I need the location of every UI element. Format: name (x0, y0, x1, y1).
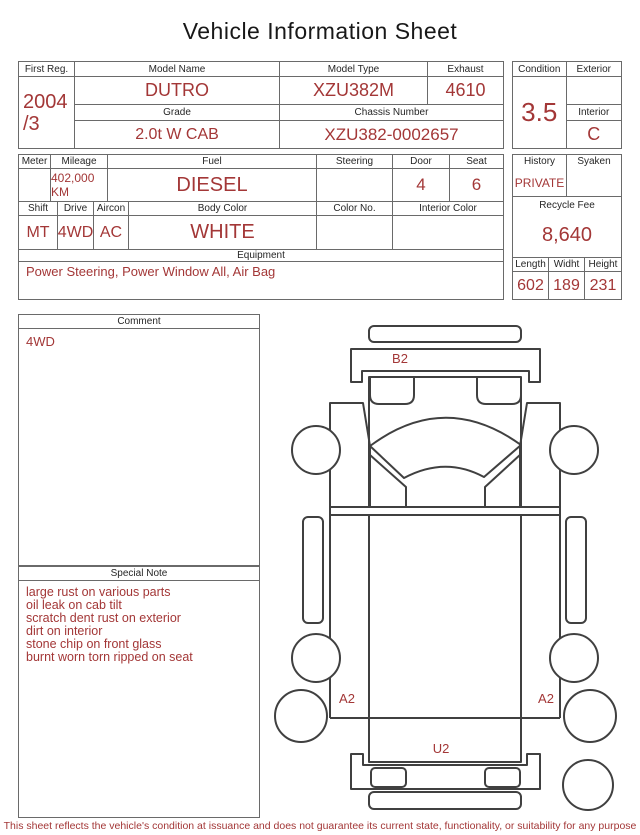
vehicle-diagram (260, 310, 640, 818)
shift-value: MT (19, 216, 58, 250)
color-no-label: Color No. (317, 202, 393, 216)
drive-label: Drive (58, 202, 94, 216)
comment-text: 4WD (26, 334, 55, 349)
chassis-number-label: Chassis Number (280, 105, 503, 121)
special-note-line: stone chip on front glass (26, 637, 162, 651)
special-note-line: oil leak on cab tilt (26, 598, 122, 612)
fuel-label: Fuel (108, 155, 317, 169)
equipment-value: Power Steering, Power Window All, Air Bag (26, 264, 276, 279)
exterior-value (567, 77, 621, 105)
special-note-label: Special Note (19, 567, 259, 581)
interior-color-label: Interior Color (393, 202, 503, 216)
diagram-label-b2: B2 (392, 351, 408, 366)
cab-shape (369, 377, 521, 507)
condition-value: 3.5 (521, 97, 558, 127)
cargo-bed-shape (369, 515, 521, 762)
width-value: 189 (549, 272, 585, 299)
body-color-value: WHITE (129, 216, 317, 250)
grade-label: Grade (75, 105, 280, 121)
color-no-value (317, 216, 393, 250)
seat-label: Seat (450, 155, 503, 169)
door-label: Door (393, 155, 450, 169)
spare-tire (563, 760, 613, 810)
first-reg-label: First Reg. (19, 62, 74, 77)
first-reg-month: /3 (23, 112, 40, 135)
fuel-value: DIESEL (108, 169, 317, 202)
height-value: 231 (589, 276, 617, 294)
rear-right-inner-wheel (550, 634, 598, 682)
main-table-middle (18, 154, 504, 300)
shift-label: Shift (19, 202, 58, 216)
condition-label: Condition (513, 62, 566, 77)
exhaust-value: 4610 (428, 77, 503, 105)
special-note-line: scratch dent rust on exterior (26, 611, 181, 625)
length-label: Length (513, 258, 549, 273)
mileage-label: Mileage (51, 155, 108, 169)
comment-label: Comment (19, 315, 259, 329)
windshield-shape (370, 418, 521, 478)
rear-left-outer-wheel (275, 690, 327, 742)
bed-side-walls (330, 515, 560, 718)
recycle-fee-cell (513, 197, 621, 257)
rear-left-inner-wheel (292, 634, 340, 682)
interior-value: C (587, 124, 601, 144)
cab-back-panel-shape (330, 507, 560, 515)
condition-block (512, 61, 622, 149)
diagram-label-u2: U2 (432, 741, 450, 756)
main-table-top (18, 61, 504, 149)
special-note-box (18, 566, 260, 818)
right-a-pillar-line (485, 454, 521, 507)
exterior-label: Exterior (567, 62, 621, 77)
body-color-label: Body Color (129, 202, 317, 216)
rear-lamp-left-shape (371, 768, 406, 787)
syaken-label: Syaken (577, 156, 611, 168)
condition-column (513, 62, 567, 148)
seat-value: 6 (450, 169, 503, 202)
chassis-number-value: XZU382-0002657 (324, 124, 459, 144)
steering-label: Steering (317, 155, 393, 169)
meter-label: Meter (19, 155, 51, 169)
front-bumper-shape (369, 326, 521, 342)
exhaust-label: Exhaust (428, 62, 503, 77)
interior-color-value (393, 216, 503, 250)
rear-panel-shape (351, 754, 540, 789)
main-table-top-right (75, 62, 503, 148)
front-right-wheel (550, 426, 598, 474)
disclaimer-text: This sheet reflects the vehicle's condition at issuance and does not guarantee its current state, functionality, or suitability for any purpose (3, 820, 637, 832)
steering-value (317, 169, 393, 202)
door-value: 4 (393, 169, 450, 202)
model-type-label: Model Type (280, 62, 428, 77)
width-label: Widht (549, 258, 585, 273)
rear-bumper-shape (369, 792, 521, 809)
recycle-fee-label: Recycle Fee (539, 199, 595, 211)
cab-left-corner-window (370, 377, 414, 404)
exterior-interior-column (567, 62, 621, 148)
rear-right-outer-wheel (564, 690, 616, 742)
syaken-value (567, 169, 621, 197)
meter-value (19, 169, 51, 202)
model-name-value: DUTRO (75, 77, 280, 105)
left-side-guard-shape (303, 517, 323, 623)
cab-right-corner-window (477, 377, 521, 404)
history-block (512, 154, 622, 300)
history-value: PRIVATE (513, 169, 567, 197)
first-reg-value (19, 77, 74, 148)
right-side-guard-shape (566, 517, 586, 623)
grade-value: 2.0t W CAB (75, 121, 280, 148)
model-name-label: Model Name (75, 62, 280, 77)
height-label: Height (585, 258, 621, 273)
drive-value: 4WD (58, 216, 94, 250)
first-reg-column (19, 62, 75, 148)
diagram-label-a2-right: A2 (538, 691, 554, 706)
model-type-value: XZU382M (280, 77, 428, 105)
aircon-value: AC (94, 216, 129, 250)
recycle-fee-value: 8,640 (541, 223, 593, 246)
first-reg-year: 2004 (23, 90, 68, 113)
special-note-list (19, 581, 259, 817)
front-left-wheel (292, 426, 340, 474)
length-value: 602 (513, 272, 549, 299)
special-note-line: burnt worn torn ripped on seat (26, 650, 193, 664)
interior-label: Interior (567, 105, 621, 121)
diagram-label-a2-left: A2 (339, 691, 355, 706)
equipment-label: Equipment (19, 250, 503, 262)
history-label: History (513, 155, 567, 169)
special-note-line: large rust on various parts (26, 585, 171, 599)
aircon-label: Aircon (94, 202, 129, 216)
mileage-value: 402,000 KM (51, 169, 108, 202)
special-note-line: dirt on interior (26, 624, 103, 638)
page-title: Vehicle Information Sheet (182, 18, 458, 44)
rear-lamp-right-shape (485, 768, 520, 787)
comment-box (18, 314, 260, 566)
